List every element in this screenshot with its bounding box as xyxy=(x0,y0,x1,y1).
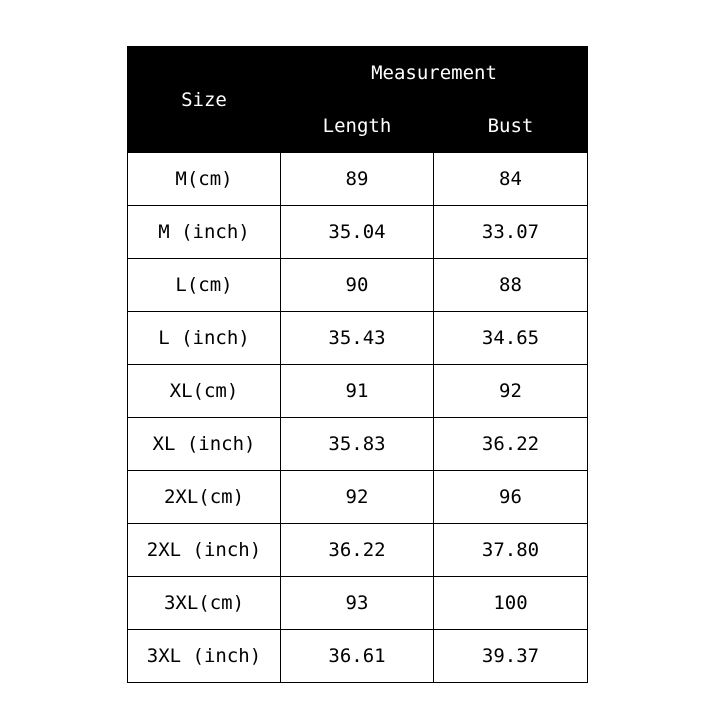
table-row xyxy=(128,418,588,471)
size-cell: XL (inch) xyxy=(128,418,281,471)
size-cell: 3XL (inch) xyxy=(128,630,281,683)
size-cell: M (inch) xyxy=(128,206,281,259)
size-cell: L(cm) xyxy=(128,259,281,312)
table-row xyxy=(128,577,588,630)
table-row xyxy=(128,524,588,577)
bust-cell: 100 xyxy=(434,577,588,630)
length-cell: 35.04 xyxy=(281,206,434,259)
bust-cell: 92 xyxy=(434,365,588,418)
measurement-header: Measurement xyxy=(281,47,588,100)
length-cell: 89 xyxy=(281,153,434,206)
bust-cell: 37.80 xyxy=(434,524,588,577)
size-cell: 3XL(cm) xyxy=(128,577,281,630)
length-cell: 92 xyxy=(281,471,434,524)
size-cell: XL(cm) xyxy=(128,365,281,418)
table-row xyxy=(128,259,588,312)
length-cell: 93 xyxy=(281,577,434,630)
length-cell: 91 xyxy=(281,365,434,418)
table-row xyxy=(128,365,588,418)
bust-cell: 96 xyxy=(434,471,588,524)
size-cell: 2XL(cm) xyxy=(128,471,281,524)
table-row xyxy=(128,153,588,206)
length-header: Length xyxy=(281,100,434,153)
table-row xyxy=(128,312,588,365)
size-cell: L (inch) xyxy=(128,312,281,365)
size-header: Size xyxy=(128,47,281,153)
bust-header: Bust xyxy=(434,100,588,153)
table-row xyxy=(128,630,588,683)
bust-cell: 36.22 xyxy=(434,418,588,471)
bust-cell: 34.65 xyxy=(434,312,588,365)
length-cell: 36.61 xyxy=(281,630,434,683)
size-chart-table xyxy=(127,46,588,683)
length-cell: 90 xyxy=(281,259,434,312)
size-cell: M(cm) xyxy=(128,153,281,206)
table-row xyxy=(128,206,588,259)
bust-cell: 39.37 xyxy=(434,630,588,683)
length-cell: 36.22 xyxy=(281,524,434,577)
bust-cell: 33.07 xyxy=(434,206,588,259)
table-row xyxy=(128,471,588,524)
bust-cell: 84 xyxy=(434,153,588,206)
length-cell: 35.43 xyxy=(281,312,434,365)
bust-cell: 88 xyxy=(434,259,588,312)
length-cell: 35.83 xyxy=(281,418,434,471)
size-cell: 2XL (inch) xyxy=(128,524,281,577)
